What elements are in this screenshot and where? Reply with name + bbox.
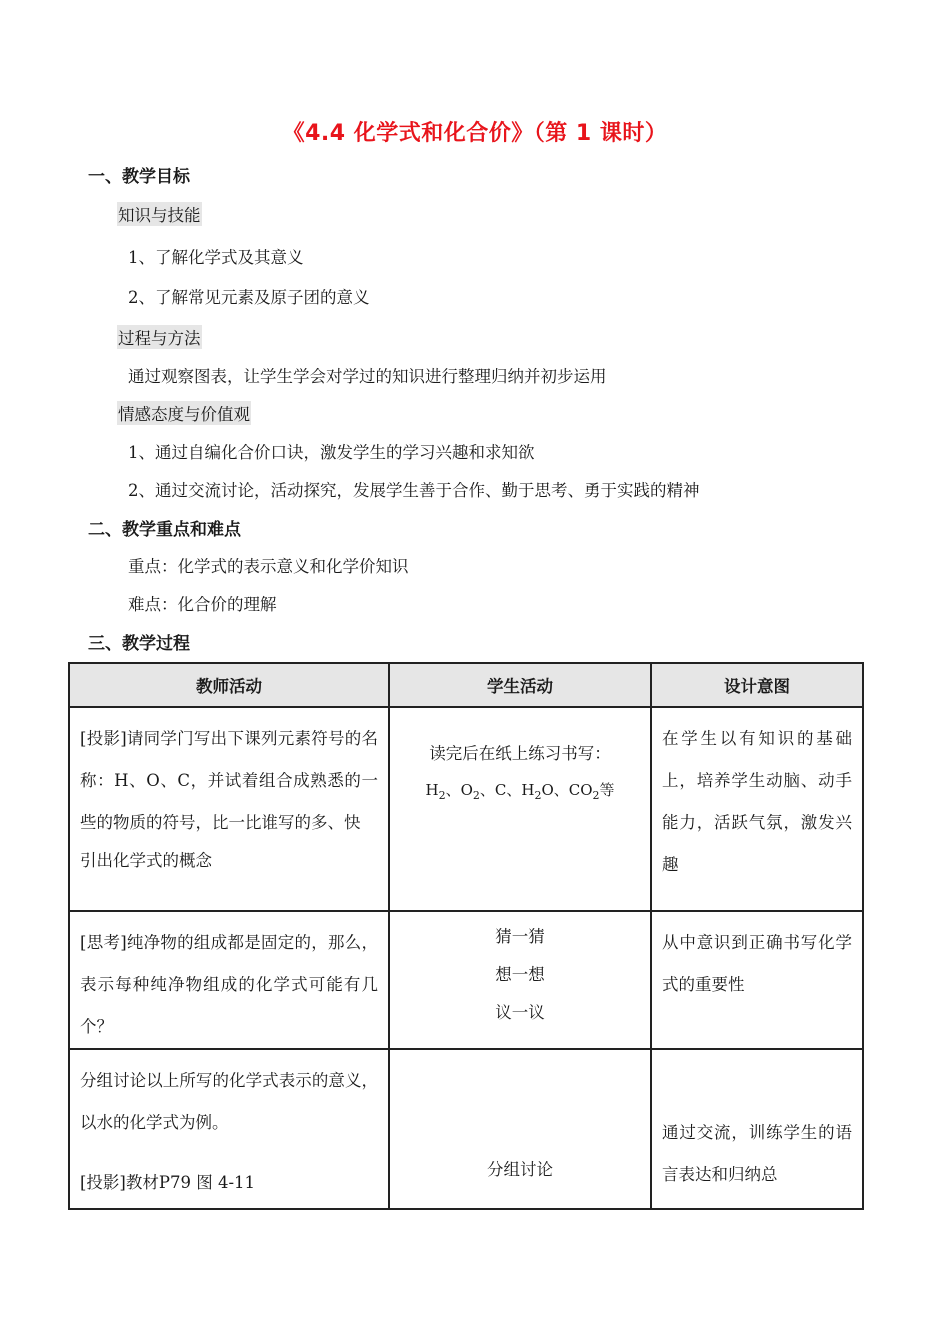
student-text: 读完后在纸上练习书写：	[429, 744, 611, 763]
table-row	[69, 911, 863, 1049]
teaching-process-table	[68, 662, 864, 1210]
cell-student	[389, 707, 651, 911]
teacher-text-2: [投影]教材P79 图 4-11	[80, 1173, 256, 1192]
student-formulas: $H_2$、$O_2$、C、$H_2O$、$CO_2$等	[425, 781, 615, 802]
cell-intent	[651, 707, 863, 911]
subheading-emotion: 情感态度与价值观	[117, 401, 251, 425]
emotion-item-1: 1、通过自编化合价口诀，激发学生的学习兴趣和求知欲	[128, 443, 535, 462]
document-title: 《4.4 化学式和化合价》（第 1 课时）	[282, 121, 668, 146]
focus-difficulty: 难点：化合价的理解	[128, 595, 277, 614]
teacher-text: [思考]纯净物的组成都是固定的，那么，表示每种纯净物组成的化学式可能有几个？	[80, 933, 378, 1036]
section-heading-process: 三、教学过程	[88, 634, 190, 654]
cell-intent	[651, 1049, 863, 1209]
cell-student	[389, 911, 651, 1049]
student-text: 分组讨论	[487, 1160, 553, 1179]
student-text-3: 议一议	[495, 1003, 545, 1022]
knowledge-item-1: 1、了解化学式及其意义	[128, 248, 304, 267]
subheading-knowledge: 知识与技能	[117, 202, 202, 226]
cell-intent	[651, 911, 863, 1049]
header-teacher-activity: 教师活动	[69, 663, 389, 707]
cell-teacher	[69, 707, 389, 911]
teacher-text: 分组讨论以上所写的化学式表示的意义，以水的化学式为例。	[80, 1071, 378, 1132]
cell-teacher	[69, 911, 389, 1049]
process-item-1: 通过观察图表，让学生学会对学过的知识进行整理归纳并初步运用	[128, 367, 607, 386]
teacher-text-2: 引出化学式的概念	[80, 851, 212, 870]
table-row	[69, 707, 863, 911]
table-header-row	[69, 663, 863, 707]
knowledge-item-2: 2、了解常见元素及原子团的意义	[128, 288, 370, 307]
cell-teacher	[69, 1049, 389, 1209]
cell-student	[389, 1049, 651, 1209]
subheading-process: 过程与方法	[117, 325, 202, 349]
focus-key: 重点：化学式的表示意义和化学价知识	[128, 557, 409, 576]
emotion-item-2: 2、通过交流讨论，活动探究，发展学生善于合作、勤于思考、勇于实践的精神	[128, 481, 700, 500]
table-row	[69, 1049, 863, 1209]
student-text-2: 想一想	[495, 965, 545, 984]
header-student-activity: 学生活动	[389, 663, 651, 707]
intent-text: 从中意识到正确书写化学式的重要性	[662, 933, 852, 994]
intent-text: 在学生以有知识的基础上，培养学生动脑、动手能力，活跃气氛，激发兴趣	[662, 729, 852, 874]
intent-text: 通过交流，训练学生的语言表达和归纳总	[662, 1123, 852, 1184]
header-design-intent: 设计意图	[651, 663, 863, 707]
student-text-1: 猜一猜	[495, 927, 545, 946]
section-heading-focus: 二、教学重点和难点	[88, 520, 241, 540]
section-heading-objectives: 一、教学目标	[88, 167, 190, 187]
teacher-text: [投影]请同学门写出下课列元素符号的名称：H、O、C，并试着组合成熟悉的一些的物质的符号，比一比谁写的多、快	[80, 729, 378, 832]
